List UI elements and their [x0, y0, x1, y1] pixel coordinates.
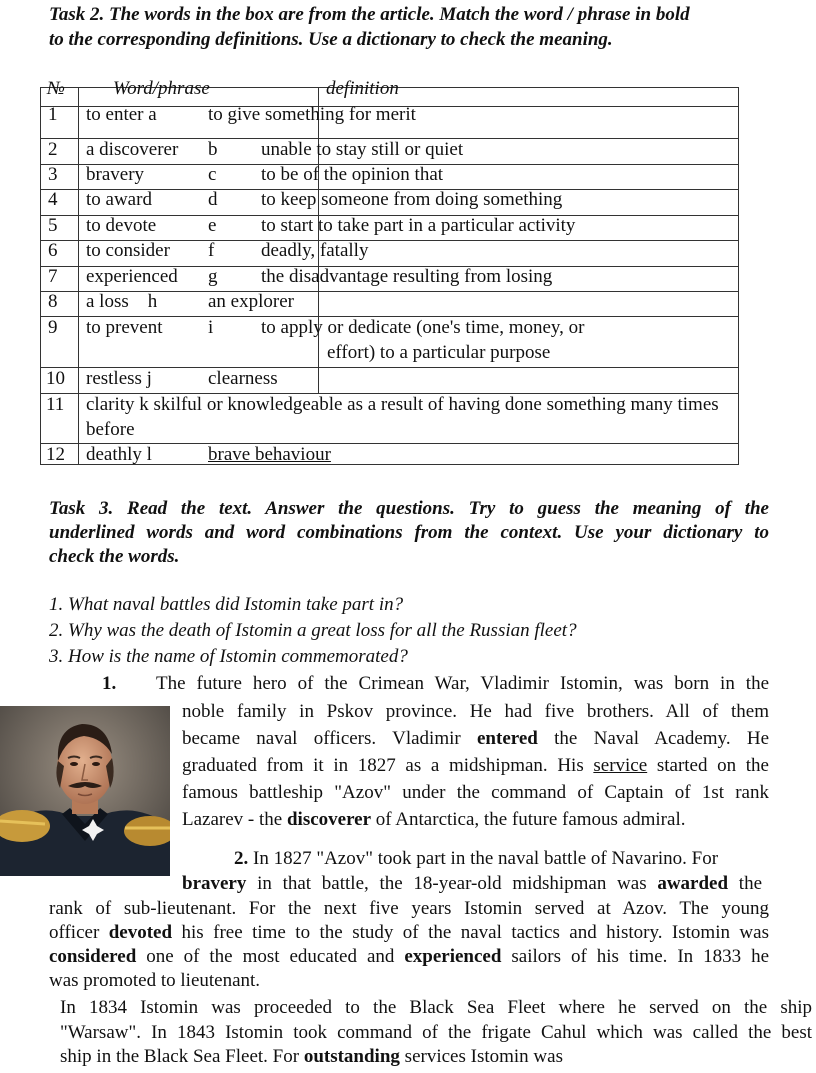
row-letter: d [208, 189, 218, 210]
row-definition: brave behaviour [208, 444, 331, 465]
paragraph-number: 1. [102, 673, 117, 694]
row-word: to prevent [86, 317, 163, 338]
row-definition: the disadvantage resulting from losing [261, 266, 553, 287]
row-word: to award [86, 189, 152, 210]
row-definition: to be of the opinion that [261, 164, 444, 185]
row-number: 5 [48, 215, 58, 236]
row-definition: deadly, fatally [261, 240, 369, 261]
row-letter: b [208, 139, 218, 160]
question-2: 2. Why was the death of Istomin a great loss for all the Russian fleet? [49, 620, 577, 641]
paragraph-line: The future hero of the Crimean War, Vladimir Istomin, was born in the [156, 673, 769, 694]
paragraph-line: 2. In 1827 "Azov" took part in the naval battle of Navarino. For [234, 848, 719, 869]
row-number: 11 [46, 394, 65, 415]
question-3: 3. How is the name of Istomin commemorated? [49, 646, 408, 667]
paragraph-line: bravery in that battle, the 18-year-old midshipman was awarded the [182, 873, 762, 894]
table-header-definition: definition [326, 78, 399, 99]
row-definition: clearness [208, 368, 278, 389]
task3-heading-line1: Task 3. Read the text. Answer the questions. Try to guess the meaning of the [49, 498, 769, 519]
paragraph-line: ship in the Black Sea Fleet. For outstanding services Istomin was [60, 1046, 563, 1067]
row-definition: an explorer [208, 291, 294, 312]
paragraph-line: noble family in Pskov province. He had five brothers. All of them [182, 701, 769, 722]
task2-heading-line1: Task 2. The words in the box are from the article. Match the word / phrase in bold [49, 4, 690, 25]
row-word: deathly l [86, 444, 152, 465]
paragraph-line: In 1834 Istomin was proceeded to the Black Sea Fleet where he served on the ship [60, 997, 812, 1018]
paragraph-line: was promoted to lieutenant. [49, 970, 261, 991]
row-definition: unable to stay still or quiet [261, 139, 464, 160]
paragraph-line: graduated from it in 1827 as a midshipman. His service started on the [182, 755, 769, 776]
row-letter: e [208, 215, 217, 236]
row-word: clarity k skilful or knowledgeable as a result of having done something many times [86, 394, 719, 415]
row-word: restless j [86, 368, 152, 389]
paragraph-line: "Warsaw". In 1843 Istomin took command of the frigate Cahul which was called the best [60, 1022, 812, 1043]
row-number: 2 [48, 139, 58, 160]
row-number: 10 [46, 368, 65, 389]
istomin-portrait [0, 706, 170, 876]
paragraph-line: officer devoted his free time to the study of the naval tactics and history. Istomin was [49, 922, 769, 943]
row-word: a loss h [86, 291, 158, 312]
row-word: bravery [86, 164, 145, 185]
row-definition: to keep someone from doing something [261, 189, 563, 210]
row-number: 12 [46, 444, 65, 465]
row-word: a discoverer [86, 139, 179, 160]
row-number: 7 [48, 266, 58, 287]
paragraph-line: rank of sub-lieutenant. For the next five years Istomin served at Azov. The young [49, 898, 769, 919]
row-definition: to give something for merit [208, 104, 416, 125]
task3-heading-line3: check the words. [49, 546, 180, 567]
row-number: 8 [48, 291, 58, 312]
task3-heading-line2: underlined words and word combinations from the context. Use your dictionary to [49, 522, 769, 543]
task2-heading-line2: to the corresponding definitions. Use a dictionary to check the meaning. [49, 29, 613, 50]
row-letter: f [208, 240, 215, 261]
paragraph-line: famous battleship "Azov" under the command of Captain of 1st rank [182, 782, 769, 803]
row-letter: c [208, 164, 217, 185]
row-definition: to start to take part in a particular activity [261, 215, 576, 236]
paragraph-line: considered one of the most educated and experienced sailors of his time. In 1833 he [49, 946, 770, 967]
row-definition: to apply or dedicate (one's time, money, or [261, 317, 585, 338]
table-header-number: № [47, 78, 65, 99]
row-number: 6 [48, 240, 58, 261]
row-word: experienced [86, 266, 178, 287]
row-number: 1 [48, 104, 58, 125]
table-header-word: Word/phrase [113, 78, 210, 99]
row-number: 4 [48, 189, 58, 210]
row-word: to devote [86, 215, 157, 236]
row-word: to enter a [86, 104, 157, 125]
question-1: 1. What naval battles did Istomin take part in? [49, 594, 404, 615]
row-word-continued: before [86, 419, 135, 440]
row-definition-continued: effort) to a particular purpose [327, 342, 551, 363]
row-word: to consider [86, 240, 170, 261]
row-number: 9 [48, 317, 58, 338]
row-number: 3 [48, 164, 58, 185]
row-letter: i [208, 317, 214, 338]
paragraph-line: Lazarev - the discoverer of Antarctica, the future famous admiral. [182, 809, 686, 830]
paragraph-line: became naval officers. Vladimir entered the Naval Academy. He [182, 728, 770, 749]
row-letter: g [208, 266, 218, 287]
